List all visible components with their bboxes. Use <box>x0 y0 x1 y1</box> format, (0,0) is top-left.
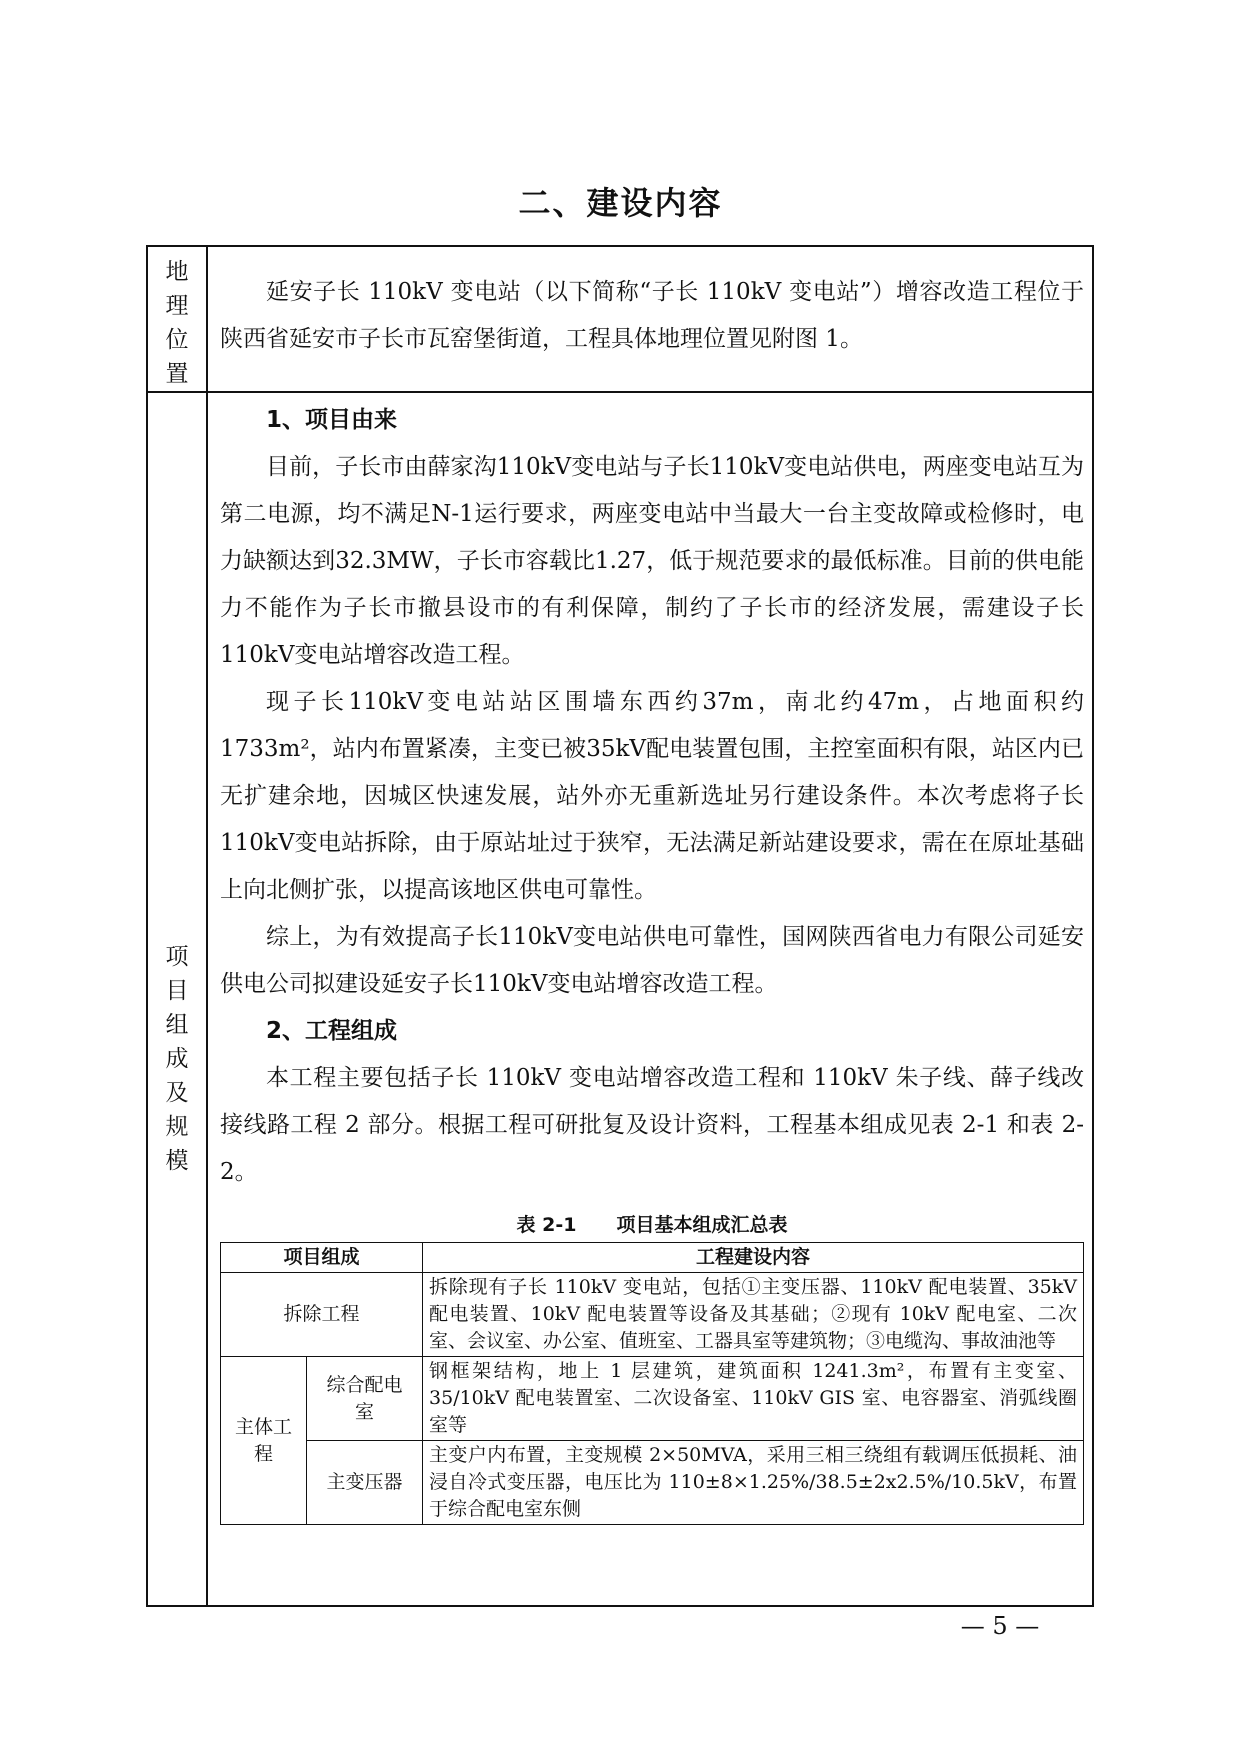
geo-location-content <box>207 246 1093 392</box>
project-composition-label: 项 目 组 成 及 规 模 <box>147 392 207 1606</box>
project-composition-row <box>147 392 1093 1606</box>
main-works-label: 主体工程 <box>221 1357 307 1525</box>
geo-location-text: 延安子长 110kV 变电站（以下简称“子长 110kV 变电站”）增容改造工程位于陕西省延安市子长市瓦窑堡街道，工程具体地理位置见附图 1。 <box>220 279 1084 352</box>
table-header-row <box>221 1243 1084 1273</box>
demolition-text: 拆除现有子长 110kV 变电站，包括①主变压器、110kV 配电装置、35kV 配电装置、10kV 配电装置等设备及其基础；②现有 10kV 配电室、二次室、会议室、办公室、值班室、工器具室等建筑物；③电缆沟、事故油池等 <box>423 1273 1084 1357</box>
table-row <box>221 1357 1084 1441</box>
construction-content-table <box>146 245 1094 1607</box>
sub-item-text: 钢框架结构，地上 1 层建筑，建筑面积 1241.3m²，布置有主变室、35/10kV 配电装置室、二次设备室、110kV GIS 室、电容器室、消弧线圈室等 <box>423 1357 1084 1441</box>
paragraph: 目前，子长市由薛家沟110kV变电站与子长110kV变电站供电，两座变电站互为第二电源，均不满足N-1运行要求，两座变电站中当最大一台主变故障或检修时，电力缺额达到32.3MW，子长市容载比1.27，低于规范要求的最低标准。目前的供电能力不能作为子长市撤县设市的有利保障，制约了子长市的经济发展，需建设子长110kV变电站增容改造工程。 <box>220 454 1084 668</box>
sub-item-text: 主变户内布置，主变规模 2×50MVA，采用三相三绕组有载调压低损耗、油浸自冷式变压器，电压比为 110±8×1.25%/38.5±2x2.5%/10.5kV，布置于综合配电室东侧 <box>423 1441 1084 1525</box>
page-title: 二、建设内容 <box>518 184 723 222</box>
geo-location-row <box>147 246 1093 392</box>
project-composition-content <box>207 392 1093 1606</box>
page-number: — 5 — <box>960 1612 1040 1640</box>
table-caption-title: 项目基本组成汇总表 <box>616 1214 788 1236</box>
table-caption-number: 表 2-1 <box>516 1214 577 1236</box>
demolition-label: 拆除工程 <box>221 1273 423 1357</box>
paragraph: 现子长110kV变电站站区围墙东西约37m，南北约47m，占地面积约1733m²，站内布置紧凑，主变已被35kV配电装置包围，主控室面积有限，站区内已无扩建余地，因城区快速发展，站外亦无重新选址另行建设条件。本次考虑将子长110kV变电站拆除，由于原站址过于狭窄，无法满足新站建设要求，需在在原址基础上向北侧扩张，以提高该地区供电可靠性。 <box>220 689 1084 903</box>
table-caption <box>220 1212 1084 1238</box>
table-row <box>221 1441 1084 1525</box>
section-heading-composition: 2、工程组成 <box>266 1018 398 1044</box>
paragraph: 综上，为有效提高子长110kV变电站供电可靠性，国网陕西省电力有限公司延安供电公司拟建设延安子长110kV变电站增容改造工程。 <box>220 924 1084 997</box>
geo-location-label: 地 理 位 置 <box>147 246 207 392</box>
header-content: 工程建设内容 <box>423 1243 1084 1273</box>
header-component: 项目组成 <box>221 1243 423 1273</box>
composition-summary-table <box>220 1242 1084 1525</box>
paragraph: 本工程主要包括子长 110kV 变电站增容改造工程和 110kV 朱子线、薛子线改接线路工程 2 部分。根据工程可研批复及设计资料，工程基本组成见表 2-1 和表 2-2。 <box>220 1065 1084 1185</box>
section-heading-origin: 1、项目由来 <box>266 407 398 433</box>
sub-item-label: 主变压器 <box>307 1441 423 1525</box>
sub-item-label: 综合配电室 <box>307 1357 423 1441</box>
table-row <box>221 1273 1084 1357</box>
